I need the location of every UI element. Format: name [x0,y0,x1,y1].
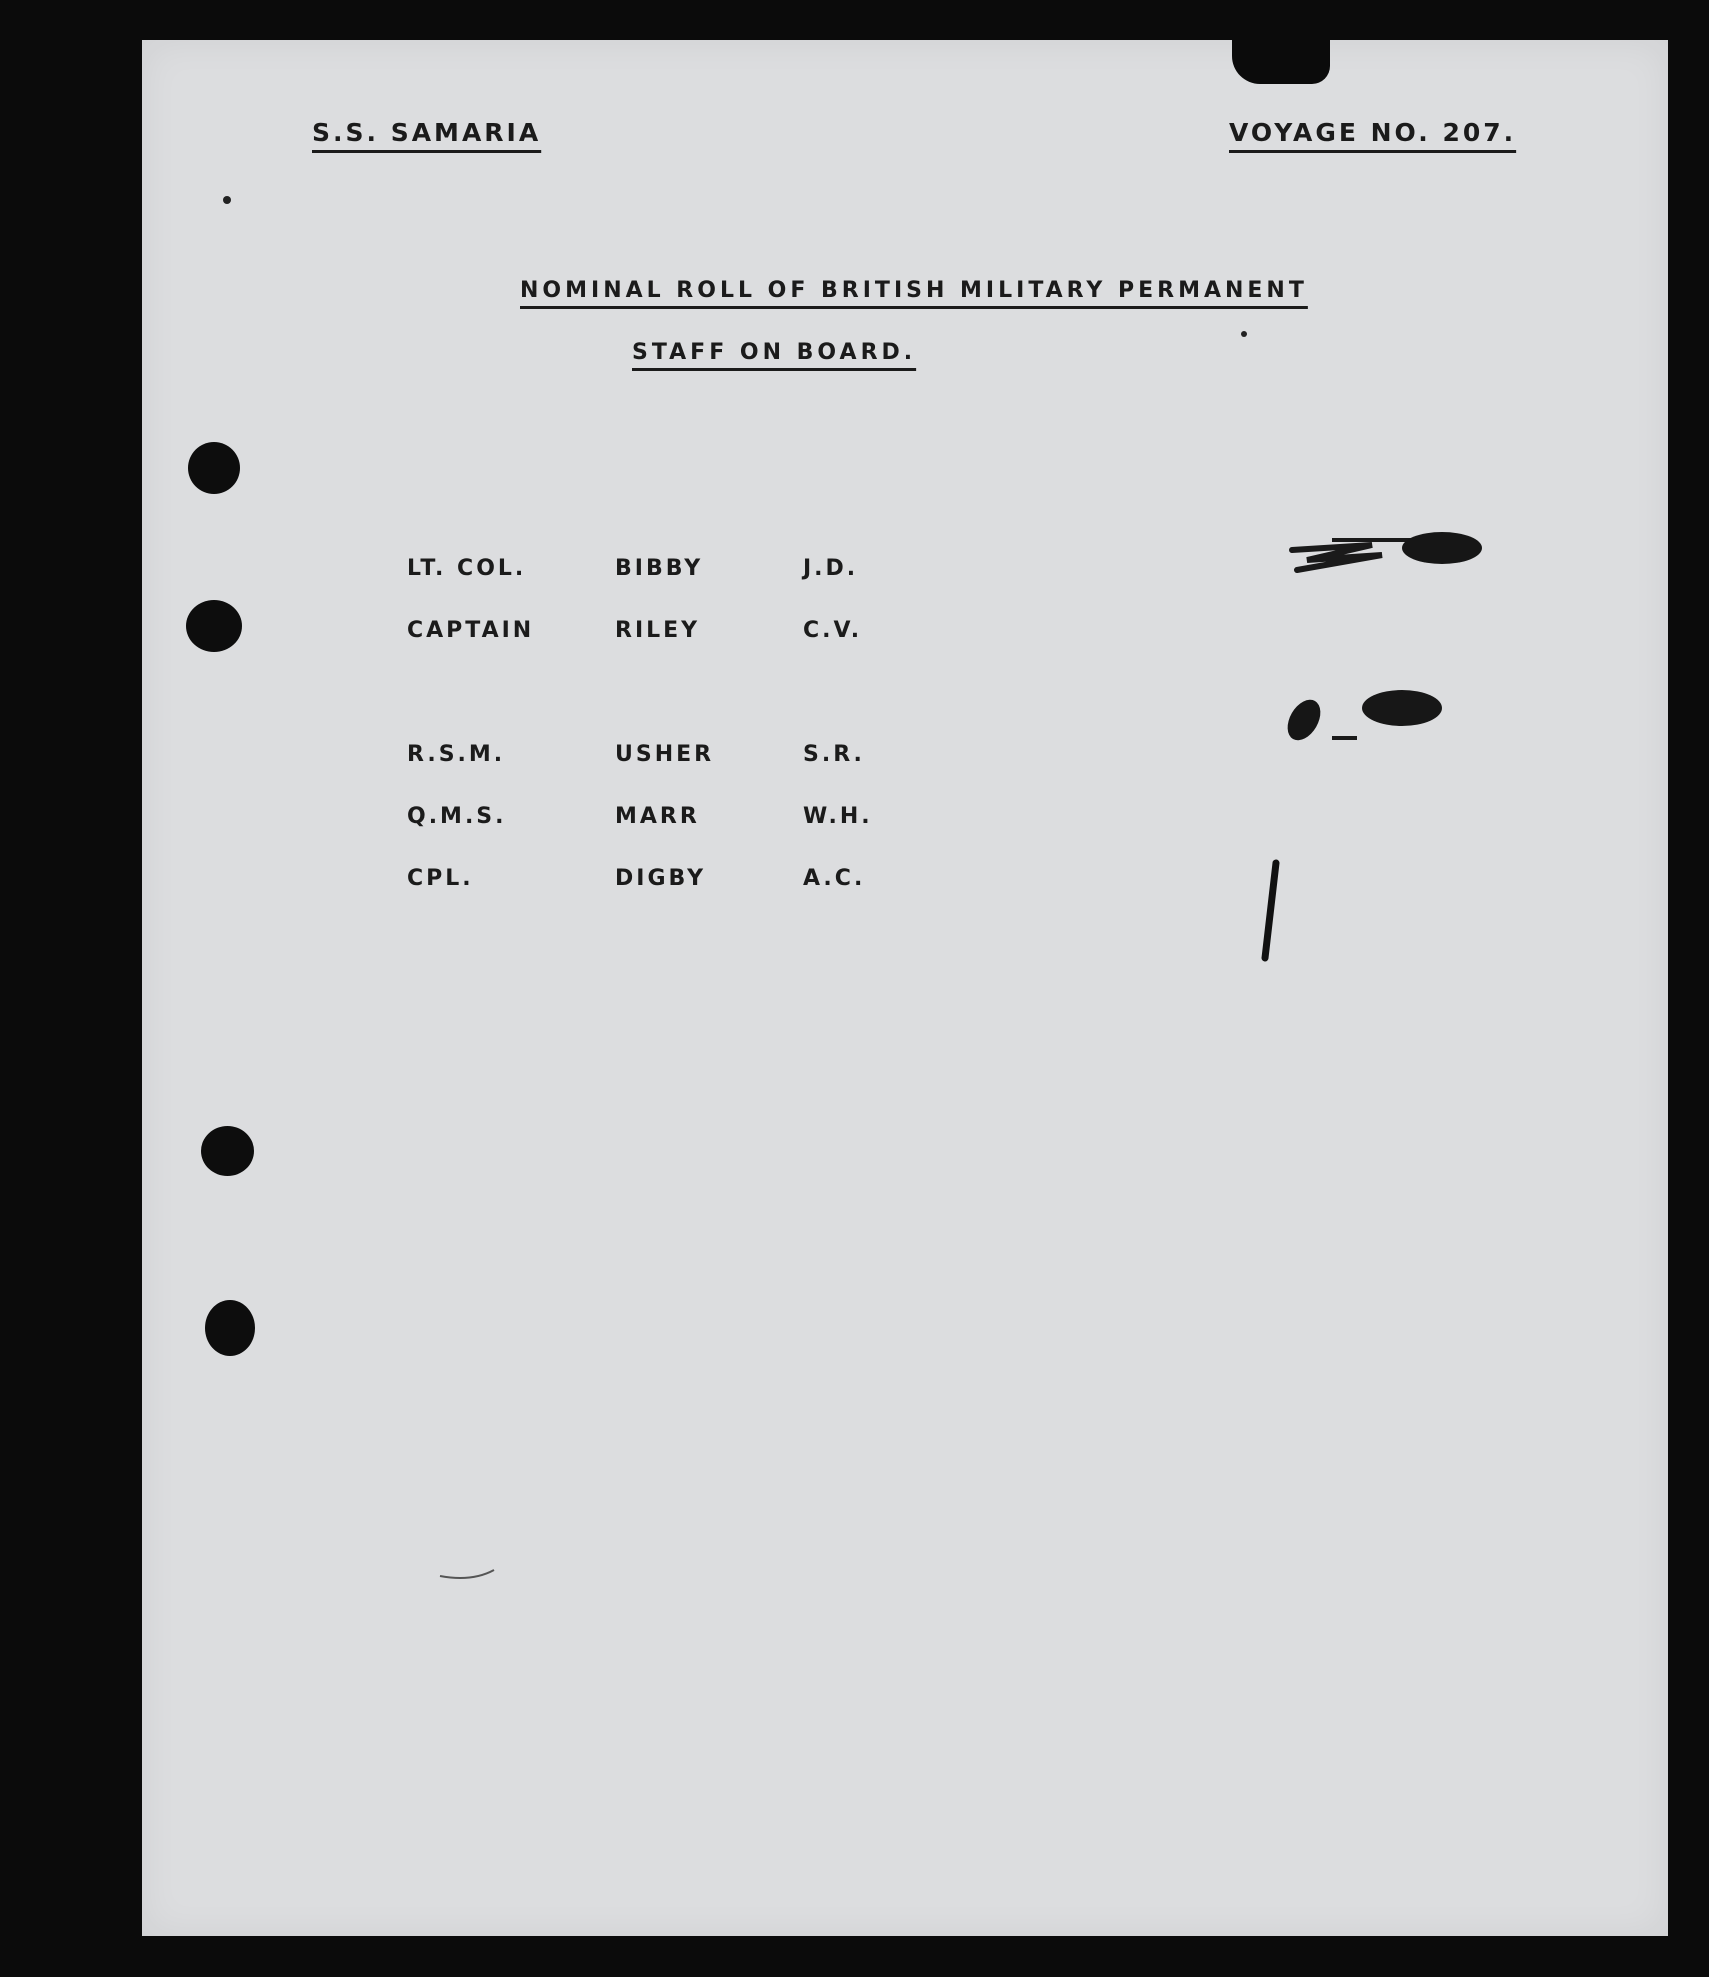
roll-row [407,556,1007,588]
roll-row [407,866,1007,898]
rank: CPL. [407,866,474,891]
surname: MARR [615,804,700,829]
torn-edge [1232,36,1330,84]
rank: LT. COL. [407,556,527,581]
initials: S.R. [803,742,865,767]
surname: BIBBY [615,556,704,581]
initials: C.V. [803,618,863,643]
rank: CAPTAIN [407,618,535,643]
ship-name: S.S. SAMARIA [312,118,542,147]
roll-row [407,804,1007,836]
roll-row [407,742,1007,774]
ink-marks [142,40,1668,1936]
roll-row [407,618,1007,650]
initials: J.D. [803,556,859,581]
punch-hole [205,1300,255,1356]
rank: Q.M.S. [407,804,507,829]
punch-hole [201,1126,254,1176]
surname: RILEY [615,618,701,643]
punch-hole [186,600,242,652]
document-subtitle: STAFF ON BOARD. [632,340,917,365]
voyage-number: VOYAGE NO. 207. [1229,118,1517,147]
initials: W.H. [803,804,873,829]
surname: DIGBY [615,866,707,891]
rank: R.S.M. [407,742,506,767]
punch-hole [188,442,240,494]
surname: USHER [615,742,715,767]
initials: A.C. [803,866,866,891]
document-title: NOMINAL ROLL OF BRITISH MILITARY PERMANENT [520,278,1308,303]
paper-sheet [142,40,1668,1936]
